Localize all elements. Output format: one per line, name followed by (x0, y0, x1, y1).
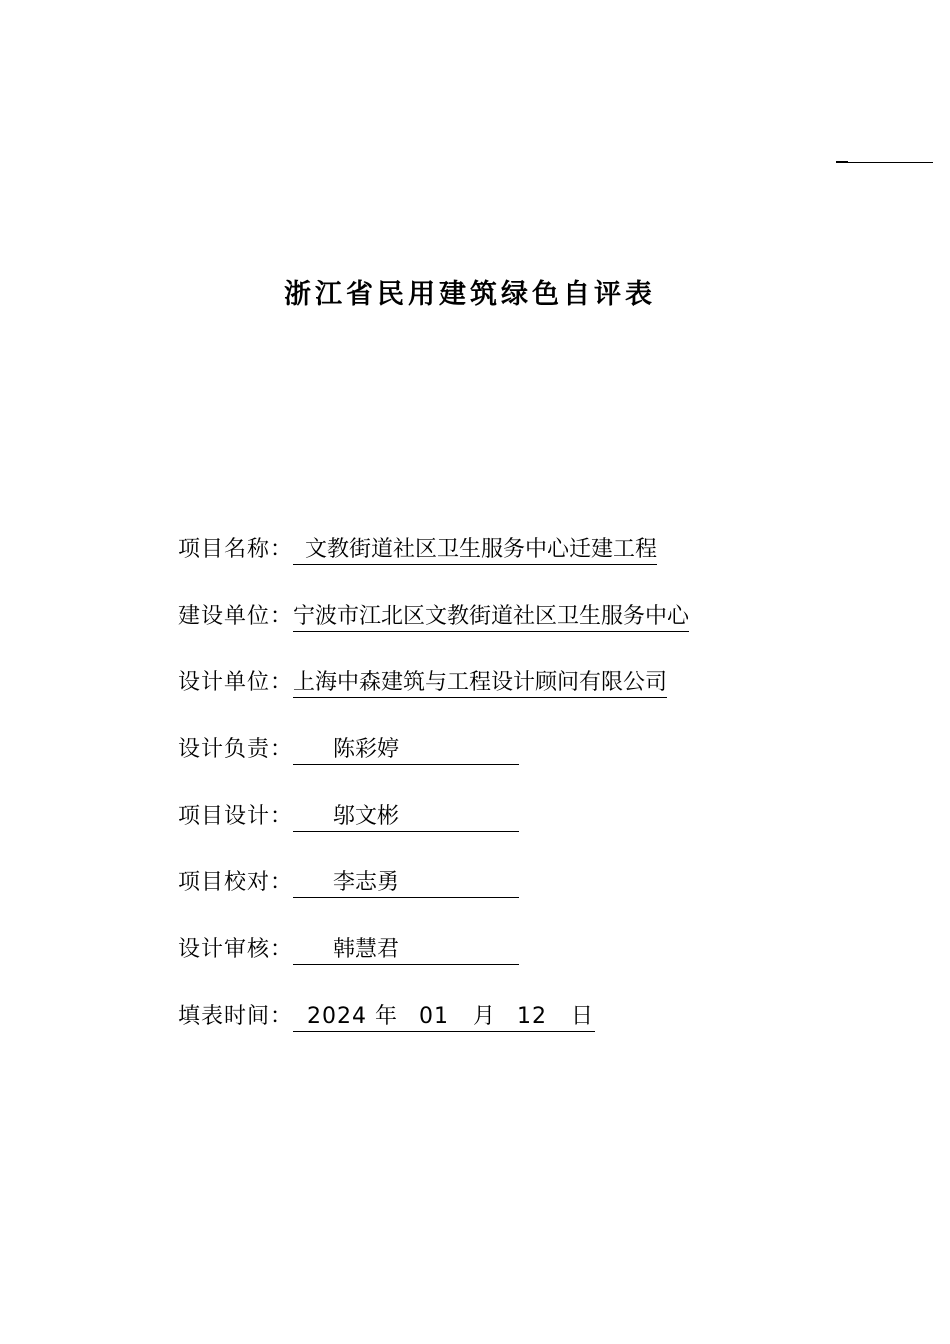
field-value: 上海中森建筑与工程设计顾问有限公司 (293, 669, 667, 698)
date-day: 12 (517, 1004, 548, 1029)
field-value: 宁波市江北区文教街道社区卫生服务中心 (293, 603, 689, 632)
field-value: 陈彩婷 (293, 736, 519, 765)
field-project-check (178, 866, 519, 900)
field-value: 李志勇 (293, 869, 519, 898)
date-month: 01 (419, 1004, 450, 1029)
field-label: 项目校对： (178, 870, 294, 895)
field-value: 邬文彬 (293, 803, 519, 832)
corner-line-mark (836, 162, 933, 163)
field-fill-date (178, 1000, 595, 1034)
date-value (293, 1003, 595, 1032)
field-label: 设计审核： (178, 937, 294, 962)
field-label: 项目名称： (178, 537, 294, 562)
field-value: 文教街道社区卫生服务中心迁建工程 (293, 536, 657, 565)
field-value: 韩慧君 (293, 936, 519, 965)
date-month-unit: 月 (473, 1004, 496, 1029)
field-project-design (178, 800, 519, 834)
field-design-lead (178, 733, 519, 767)
field-client (178, 600, 689, 634)
date-year-unit: 年 (375, 1004, 398, 1029)
field-label: 填表时间： (178, 1004, 294, 1029)
date-day-unit: 日 (571, 1004, 594, 1029)
field-label: 设计负责： (178, 737, 294, 762)
document-title: 浙江省民用建筑绿色自评表 (284, 279, 656, 310)
field-label: 设计单位： (178, 670, 294, 695)
field-project-name (178, 533, 657, 567)
field-label: 项目设计： (178, 804, 294, 829)
field-label: 建设单位： (178, 604, 294, 629)
field-design-review (178, 933, 519, 967)
date-year: 2024 (307, 1004, 368, 1029)
field-designer (178, 666, 667, 700)
